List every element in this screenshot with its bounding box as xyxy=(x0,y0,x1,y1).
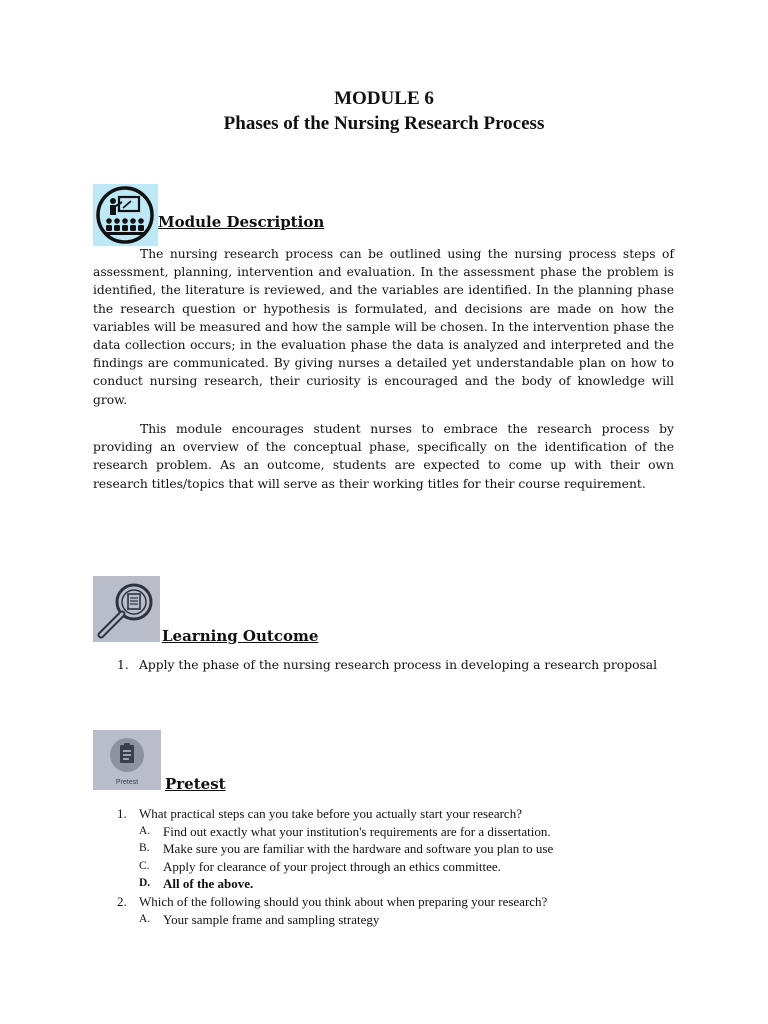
module-number: MODULE 6 xyxy=(334,88,434,109)
outcome-item-1 xyxy=(93,656,674,674)
outcome-list xyxy=(93,656,674,674)
description-paragraph-1: The nursing research process can be outlined using the nursing process steps of assessment, planning, intervention and evaluation. In the assessment phase the problem is identified, the literature is reviewed, and the variables are identified. In the planning phase the research question or hypothesis is formulated, and decisions are made on how the variables will be measured and how the sample will be chosen. In the intervention phase the data collection occurs; in the evaluation phase the data is analyzed and interpreted and the findings are communicated. By giving nurses a detailed yet understandable plan on how to conduct nursing research, their curiosity is encouraged and the body of knowledge will grow. xyxy=(93,247,674,407)
question-1-option-a xyxy=(93,823,693,841)
module-description-heading: Module Description xyxy=(158,213,325,231)
option-letter: C. xyxy=(139,859,150,872)
question-text: Which of the following should you think about when preparing your research? xyxy=(139,893,548,909)
pretest-clipboard-icon xyxy=(93,730,161,790)
option-letter: D. xyxy=(139,877,151,890)
option-letter: A. xyxy=(139,912,151,925)
question-2 xyxy=(93,893,693,911)
question-number: 2. xyxy=(117,893,127,909)
pretest-icon-label: Pretest xyxy=(115,779,139,786)
outcome-item-text: Apply the phase of the nursing research process in developing a research proposal xyxy=(139,658,658,672)
teacher-presentation-icon xyxy=(93,184,158,246)
option-text: Apply for clearance of your project through an ethics committee. xyxy=(163,858,501,874)
learning-outcome-heading: Learning Outcome xyxy=(162,627,319,645)
option-text: Your sample frame and sampling strategy xyxy=(163,911,380,927)
pretest-questions xyxy=(93,805,693,928)
option-letter: A. xyxy=(139,824,151,837)
pretest-heading: Pretest xyxy=(165,775,226,793)
question-1-option-d xyxy=(93,875,693,893)
option-text: Make sure you are familiar with the hardware and software you plan to use xyxy=(163,841,554,857)
question-1 xyxy=(93,805,693,823)
module-title: Phases of the Nursing Research Process xyxy=(223,113,545,134)
question-1-option-c xyxy=(93,858,693,876)
question-number: 1. xyxy=(117,806,127,821)
option-text: Find out exactly what your institution's requirements are for a dissertation. xyxy=(163,823,551,839)
question-text: What practical steps can you take before you actually start your research? xyxy=(139,806,522,821)
description-paragraph-2: This module encourages student nurses to embrace the research process by providing an overview of the conceptual phase, specifically on the identification of the research problem. As an outcome, students are expected to come up with their own research titles/topics that will serve as their working titles for their course requirement. xyxy=(93,422,674,491)
question-1-option-b xyxy=(93,840,693,858)
option-text: All of the above. xyxy=(163,876,254,892)
question-2-option-a xyxy=(93,911,693,929)
magnifier-document-icon xyxy=(93,576,160,642)
outcome-item-number: 1. xyxy=(117,658,129,672)
option-letter: B. xyxy=(139,842,150,855)
